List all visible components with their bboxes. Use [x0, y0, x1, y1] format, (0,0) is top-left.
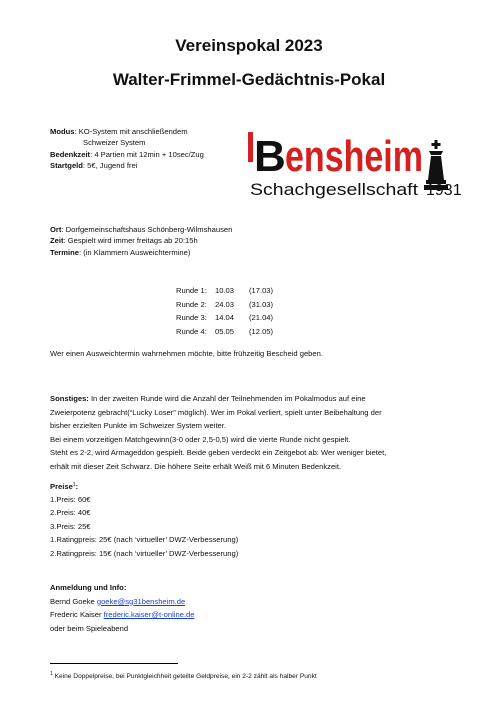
logo-year: 1931: [426, 182, 462, 199]
startgeld-label: Startgeld: [50, 161, 83, 171]
logo-accent-bar: [248, 132, 253, 162]
prize-item: 2.Preis: 40€: [50, 508, 91, 518]
modus-value-2: Schweizer System: [83, 138, 146, 148]
tournament-info: [50, 126, 204, 172]
rounds-table: [176, 284, 289, 338]
logo-main-text: ensheim: [285, 132, 423, 181]
preise-section: Preise$^1$: 1.Preis: 60€ 2.Preis: 40€ 3.Preis: 25€ 1.Ratingpreis: 25€ (nach ‘virtueller’ DWZ-Verbesserung) 2.Ratingpreis: 15€ (nach ‘virtueller’ DWZ-Verbesserung): [50, 479, 238, 561]
logo-letter-b: B: [254, 132, 286, 181]
zeit-value: : Gespielt wird immer freitags ab 20:15h: [63, 236, 198, 246]
startgeld-value: : 5€, Jugend frei: [82, 161, 138, 171]
bedenkzeit-label: Bedenkzeit: [50, 149, 91, 159]
round-row: Runde 1: 10.03 (17.03): [176, 286, 274, 296]
footnote: $^1$ Keine Doppelpreise, bei Punktgleichheit geteilte Geldpreise, ein 2-2 zählt als halber Punkt: [50, 671, 317, 680]
logo-graphic: [248, 126, 468, 200]
footnote-marker: 1: [72, 482, 76, 488]
document-title: Vereinspokal 2023: [175, 36, 323, 55]
contact-section: Anmeldung und Info: Bernd Goeke goeke@sg31bensheim.de Frederic Kaiser frederic.kaiser@t-online.de oder beim Spieleabend: [50, 583, 195, 633]
zeit-label: Zeit: [50, 236, 64, 246]
sonstiges-section: Sonstiges: In der zweiten Runde wird die Anzahl der Teilnehmenden im Pokalmodus auf eine Zweierpotenz gebracht(“Lucky Loser” möglich). Wer im Pokal verliert, spielt unter Beibehaltung der bisher erzielten Punkte im Schweizer System weiter. Bei einem vorzeitigen Matchgewinn(3-0 oder 2,5-0,5) wird die vierte Runde nicht gespielt. Steht es 2-2, wird Armageddon gespielt. Beide geben verdeckt ein Zeitgebot ab: Wer weniger bietet, erhält mit dieser Zeit Schwarz. Die höhere Seite erhält Weiß mit 6 Minuten Bedenkzeit.: [50, 394, 387, 471]
email-link-goeke[interactable]: goeke@sg31bensheim.de: [96, 596, 186, 606]
prize-item: 3.Preis: 25€: [50, 521, 91, 531]
termine-value: : (in Klammern Ausweichtermine): [78, 247, 191, 257]
prize-item: 1.Ratingpreis: 25€ (nach ‘virtueller’ DWZ-Verbesserung): [50, 535, 239, 545]
bedenkzeit-value: : 4 Partien mit 12min + 10sec/Zug: [90, 149, 204, 159]
termine-label: Termine: [50, 247, 79, 257]
modus-label: Modus: [50, 127, 75, 136]
prize-item: 1.Preis: 60€: [50, 494, 91, 504]
logo-sub-text: Schachgesellschaft: [250, 180, 419, 199]
contact-label: Anmeldung und Info:: [50, 583, 127, 592]
ort-label: Ort: [50, 225, 62, 234]
sonstiges-label: Sonstiges:: [50, 394, 89, 403]
document-subtitle: Walter-Frimmel-Gedächtnis-Pokal: [112, 70, 386, 89]
prize-item: 2.Ratingpreis: 15€ (nach ‘virtueller’ DWZ-Verbesserung): [50, 548, 239, 558]
ort-value: : Dorfgemeinschaftshaus Schönberg-Wilmshausen: [61, 225, 233, 234]
preise-label: Preise: [50, 482, 73, 491]
round-row: Runde 2: 24.03 (31.03): [176, 299, 274, 309]
email-link-kaiser[interactable]: frederic.kaiser@t-online.de: [103, 610, 195, 620]
club-logo: [248, 126, 468, 200]
round-row: Runde 3: 14.04 (21.04): [176, 313, 274, 323]
round-row: Runde 4: 05.05 (12.05): [176, 327, 274, 337]
ausweich-note: Wer einen Ausweichtermin wahrnehmen möchte, bitte frühzeitig Bescheid geben.: [50, 349, 323, 358]
footnote-divider: [50, 663, 178, 664]
venue-info: [50, 224, 232, 258]
modus-value: : KO-System mit anschließendem: [74, 127, 188, 136]
